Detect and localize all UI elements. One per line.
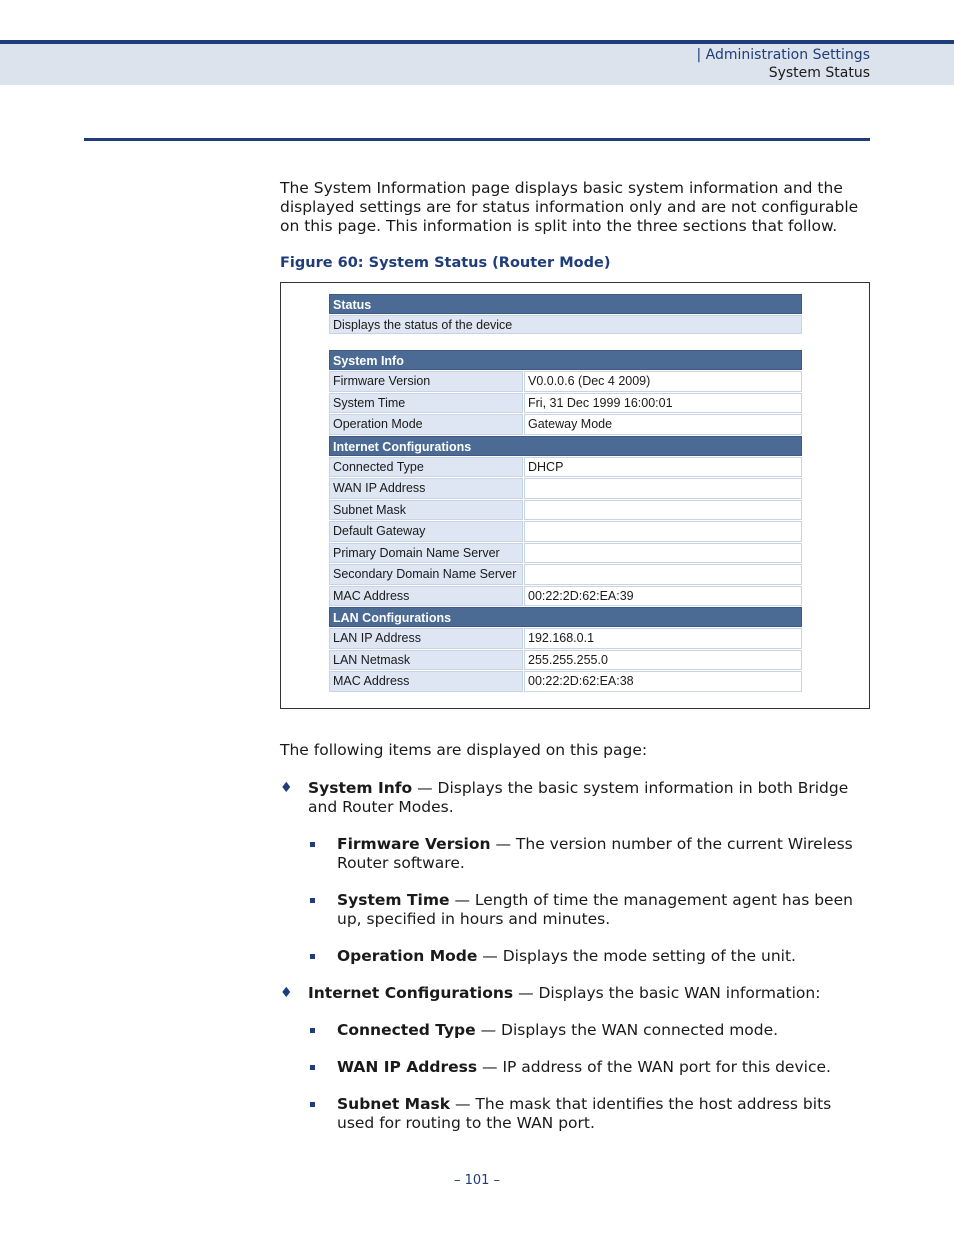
list-item [280, 1095, 870, 1133]
square-bullet-icon [310, 1102, 315, 1107]
row-label: Operation Mode [329, 414, 523, 435]
term: System Time [337, 891, 450, 909]
section-rule [84, 138, 870, 141]
row-label: System Time [329, 393, 523, 414]
bullet-list [280, 779, 870, 1151]
row-value: Fri, 31 Dec 1999 16:00:01 [524, 393, 802, 414]
list-item [280, 891, 870, 929]
row-value [524, 478, 802, 499]
table-row [329, 521, 802, 542]
row-label: LAN Netmask [329, 650, 523, 671]
term: Operation Mode [337, 947, 478, 965]
row-label: MAC Address [329, 671, 523, 692]
list-item [280, 779, 870, 817]
row-label: Connected Type [329, 457, 523, 478]
definition: — Displays the basic WAN information: [513, 984, 821, 1002]
definition: — Length of time the management agent has been up, specified in hours and minutes. [337, 891, 853, 928]
row-label: Default Gateway [329, 521, 523, 542]
row-label: Subnet Mask [329, 500, 523, 521]
running-header [697, 46, 871, 82]
table-row [329, 371, 802, 392]
row-value: DHCP [524, 457, 802, 478]
list-item [280, 984, 870, 1003]
status-header: Status [329, 294, 802, 314]
header-separator: | [696, 47, 702, 63]
term: Connected Type [337, 1021, 476, 1039]
term: Internet Configurations [308, 984, 514, 1002]
definition: — Displays the WAN connected mode. [475, 1021, 779, 1039]
row-label: LAN IP Address [329, 628, 523, 649]
row-value: 00:22:2D:62:EA:38 [524, 671, 802, 692]
page-number: – 101 – [453, 1173, 501, 1188]
following-items-text: The following items are displayed on this page: [280, 741, 648, 759]
row-value: Gateway Mode [524, 414, 802, 435]
row-value: V0.0.0.6 (Dec 4 2009) [524, 371, 802, 392]
row-value [524, 500, 802, 521]
square-bullet-icon [310, 842, 315, 847]
definition: — Displays the mode setting of the unit. [477, 947, 796, 965]
row-label: Firmware Version [329, 371, 523, 392]
row-value [524, 543, 802, 564]
table-row [329, 543, 802, 564]
table-row [329, 393, 802, 414]
square-bullet-icon [310, 1028, 315, 1033]
row-value: 192.168.0.1 [524, 628, 802, 649]
term: Firmware Version [337, 835, 491, 853]
square-bullet-icon [310, 898, 315, 903]
row-value: 00:22:2D:62:EA:39 [524, 586, 802, 607]
term: System Info [308, 779, 413, 797]
status-description: Displays the status of the device [329, 315, 802, 334]
table-row [329, 414, 802, 435]
row-label: Primary Domain Name Server [329, 543, 523, 564]
square-bullet-icon [310, 954, 315, 959]
table-row [329, 564, 802, 585]
square-bullet-icon [310, 1065, 315, 1070]
row-value: 255.255.255.0 [524, 650, 802, 671]
figure-caption: Figure 60: System Status (Router Mode) [280, 255, 611, 271]
term: Subnet Mask [337, 1095, 451, 1113]
row-label: WAN IP Address [329, 478, 523, 499]
row-value [524, 564, 802, 585]
definition: — The version number of the current Wireless Router software. [337, 835, 853, 872]
header-subsection: System Status [768, 65, 870, 81]
intro-paragraph: The System Information page displays basic system information and the displayed settings are for status information only and are not configurable on this page. This information is split into the three sections that follow. [280, 179, 859, 235]
diamond-bullet-icon: ♦ [280, 780, 293, 796]
internet-config-header: Internet Configurations [329, 436, 802, 456]
definition: — Displays the basic system information in both Bridge and Router Modes. [308, 779, 849, 816]
list-item [280, 1058, 870, 1077]
table-row [329, 671, 802, 692]
table-row [329, 650, 802, 671]
row-label: MAC Address [329, 586, 523, 607]
list-item [280, 835, 870, 873]
diamond-bullet-icon: ♦ [280, 985, 293, 1001]
definition: — The mask that identifies the host address bits used for routing to the WAN port. [337, 1095, 832, 1132]
status-panel [329, 294, 802, 693]
header-section: Administration Settings [705, 47, 870, 63]
table-row [329, 628, 802, 649]
system-info-header: System Info [329, 350, 802, 370]
row-label: Secondary Domain Name Server [329, 564, 523, 585]
figure-screenshot [280, 282, 870, 709]
list-item [280, 947, 870, 966]
table-row [329, 586, 802, 607]
term: WAN IP Address [337, 1058, 478, 1076]
row-value [524, 521, 802, 542]
list-item [280, 1021, 870, 1040]
definition: — IP address of the WAN port for this device. [477, 1058, 831, 1076]
table-row [329, 478, 802, 499]
table-row [329, 500, 802, 521]
table-row [329, 457, 802, 478]
lan-config-header: LAN Configurations [329, 607, 802, 627]
